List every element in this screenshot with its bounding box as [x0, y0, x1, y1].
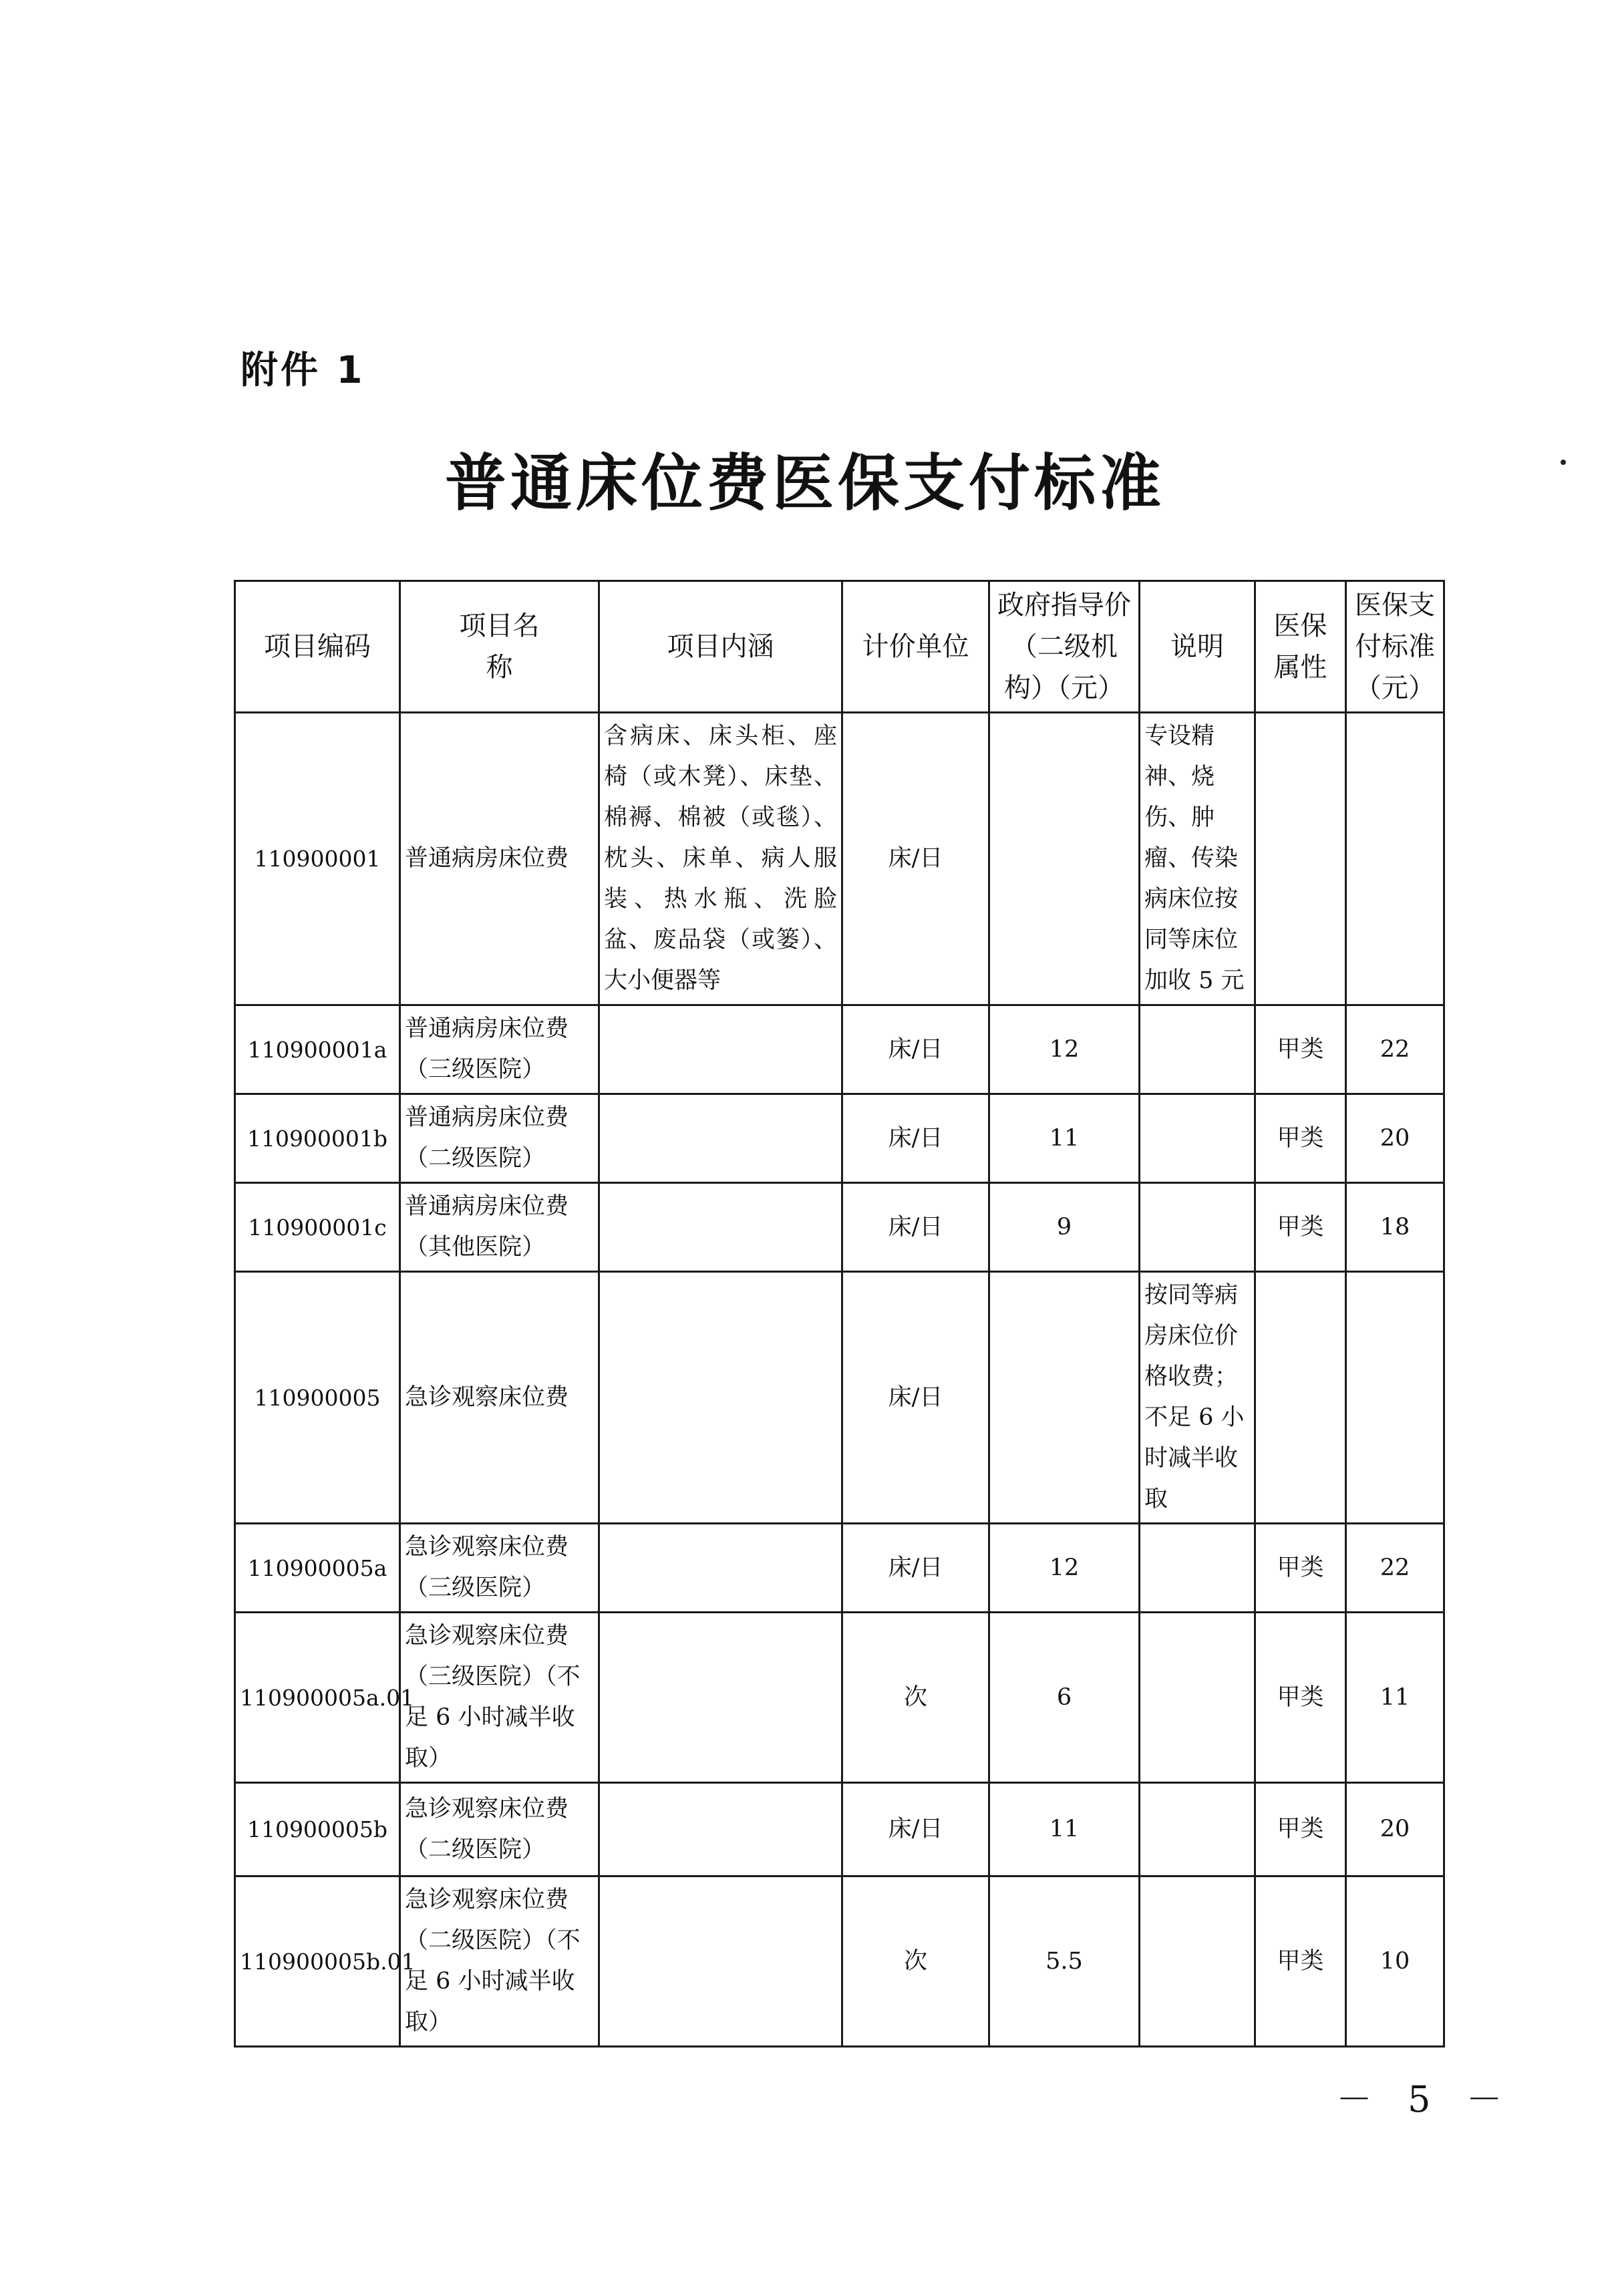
cell-price: 11	[989, 1094, 1140, 1183]
cell-note	[1140, 1005, 1255, 1094]
cell-unit: 床/日	[842, 1524, 989, 1613]
cell-price: 12	[989, 1005, 1140, 1094]
cell-content	[599, 1613, 842, 1783]
cell-content	[599, 1524, 842, 1613]
cell-unit: 床/日	[842, 1183, 989, 1272]
cell-category: 甲类	[1255, 1524, 1346, 1613]
cell-unit: 床/日	[842, 1094, 989, 1183]
cell-code: 110900001	[235, 713, 400, 1005]
cell-standard	[1346, 1272, 1444, 1524]
cell-code: 110900005	[235, 1272, 400, 1524]
cell-name: 急诊观察床位费（二级医院）	[400, 1783, 599, 1876]
cell-category	[1255, 1272, 1346, 1524]
cell-note	[1140, 1613, 1255, 1783]
header-content: 项目内涵	[599, 581, 842, 713]
cell-code: 110900005a	[235, 1524, 400, 1613]
table-row	[235, 1005, 1444, 1094]
cell-standard: 10	[1346, 1876, 1444, 2047]
cell-price: 5.5	[989, 1876, 1140, 2047]
cell-category	[1255, 713, 1346, 1005]
cell-name: 急诊观察床位费（二级医院）（不足 6 小时减半收取）	[400, 1876, 599, 2047]
cell-note: 按同等病房床位价格收费；不足 6 小时减半收取	[1140, 1272, 1255, 1524]
table-row	[235, 1272, 1444, 1524]
scan-speck	[1561, 460, 1566, 465]
cell-category: 甲类	[1255, 1094, 1346, 1183]
cell-standard: 20	[1346, 1783, 1444, 1876]
page-number: － 5 －	[1336, 2078, 1514, 2120]
cell-standard: 20	[1346, 1094, 1444, 1183]
header-category: 医保属性	[1255, 581, 1346, 713]
header-standard: 医保支付标准（元）	[1346, 581, 1444, 713]
cell-price	[989, 1272, 1140, 1524]
cell-standard: 18	[1346, 1183, 1444, 1272]
cell-standard: 11	[1346, 1613, 1444, 1783]
table-header-row	[235, 581, 1444, 713]
cell-content	[599, 1094, 842, 1183]
table-row	[235, 1183, 1444, 1272]
cell-code: 110900001a	[235, 1005, 400, 1094]
cell-category: 甲类	[1255, 1613, 1346, 1783]
cell-category: 甲类	[1255, 1005, 1346, 1094]
cell-code: 110900001c	[235, 1183, 400, 1272]
cell-note: 专设精神、烧伤、肿瘤、传染病床位按同等床位加收 5 元	[1140, 713, 1255, 1005]
cell-category: 甲类	[1255, 1183, 1346, 1272]
cell-price	[989, 713, 1140, 1005]
attachment-label: 附件 1	[240, 349, 365, 392]
cell-note	[1140, 1183, 1255, 1272]
header-code: 项目编码	[235, 581, 400, 713]
cell-code: 110900005b	[235, 1783, 400, 1876]
cell-content	[599, 1876, 842, 2047]
cell-note	[1140, 1876, 1255, 2047]
cell-standard: 22	[1346, 1524, 1444, 1613]
cell-code: 110900005b.01	[235, 1876, 400, 2047]
cell-content	[599, 1183, 842, 1272]
table-row	[235, 1524, 1444, 1613]
cell-name: 普通病房床位费（三级医院）	[400, 1005, 599, 1094]
cell-content	[599, 1783, 842, 1876]
cell-unit: 床/日	[842, 1005, 989, 1094]
table-row	[235, 713, 1444, 1005]
cell-content: 含病床、床头柜、座椅（或木凳）、床垫、棉褥、棉被（或毯）、枕头、床单、病人服装、热水瓶、洗脸盆、废品袋（或篓）、大小便器等	[599, 713, 842, 1005]
cell-price: 12	[989, 1524, 1140, 1613]
cell-price: 6	[989, 1613, 1140, 1783]
cell-code: 110900001b	[235, 1094, 400, 1183]
cell-category: 甲类	[1255, 1876, 1346, 2047]
cell-name: 急诊观察床位费（三级医院）	[400, 1524, 599, 1613]
cell-unit: 床/日	[842, 1783, 989, 1876]
cell-content	[599, 1272, 842, 1524]
cell-note	[1140, 1524, 1255, 1613]
cell-unit: 次	[842, 1876, 989, 2047]
cell-category: 甲类	[1255, 1783, 1346, 1876]
cell-unit: 床/日	[842, 1272, 989, 1524]
table-row	[235, 1094, 1444, 1183]
fee-standard-table	[234, 580, 1445, 2047]
cell-standard: 22	[1346, 1005, 1444, 1094]
header-name: 项目名称	[400, 581, 599, 713]
cell-name: 急诊观察床位费（三级医院）（不足 6 小时减半收取）	[400, 1613, 599, 1783]
cell-note	[1140, 1783, 1255, 1876]
table-row	[235, 1613, 1444, 1783]
cell-price: 9	[989, 1183, 1140, 1272]
cell-name: 普通病房床位费（其他医院）	[400, 1183, 599, 1272]
table-row	[235, 1876, 1444, 2047]
cell-content	[599, 1005, 842, 1094]
cell-unit: 次	[842, 1613, 989, 1783]
header-note: 说明	[1140, 581, 1255, 713]
cell-name: 急诊观察床位费	[400, 1272, 599, 1524]
cell-name: 普通病房床位费	[400, 713, 599, 1005]
header-price: 政府指导价（二级机构）（元）	[989, 581, 1140, 713]
cell-code: 110900005a.01	[235, 1613, 400, 1783]
cell-name: 普通病房床位费（二级医院）	[400, 1094, 599, 1183]
cell-unit: 床/日	[842, 713, 989, 1005]
document-title: 普通床位费医保支付标准	[444, 447, 1165, 519]
cell-price: 11	[989, 1783, 1140, 1876]
table-row	[235, 1783, 1444, 1876]
cell-standard	[1346, 713, 1444, 1005]
header-unit: 计价单位	[842, 581, 989, 713]
cell-note	[1140, 1094, 1255, 1183]
